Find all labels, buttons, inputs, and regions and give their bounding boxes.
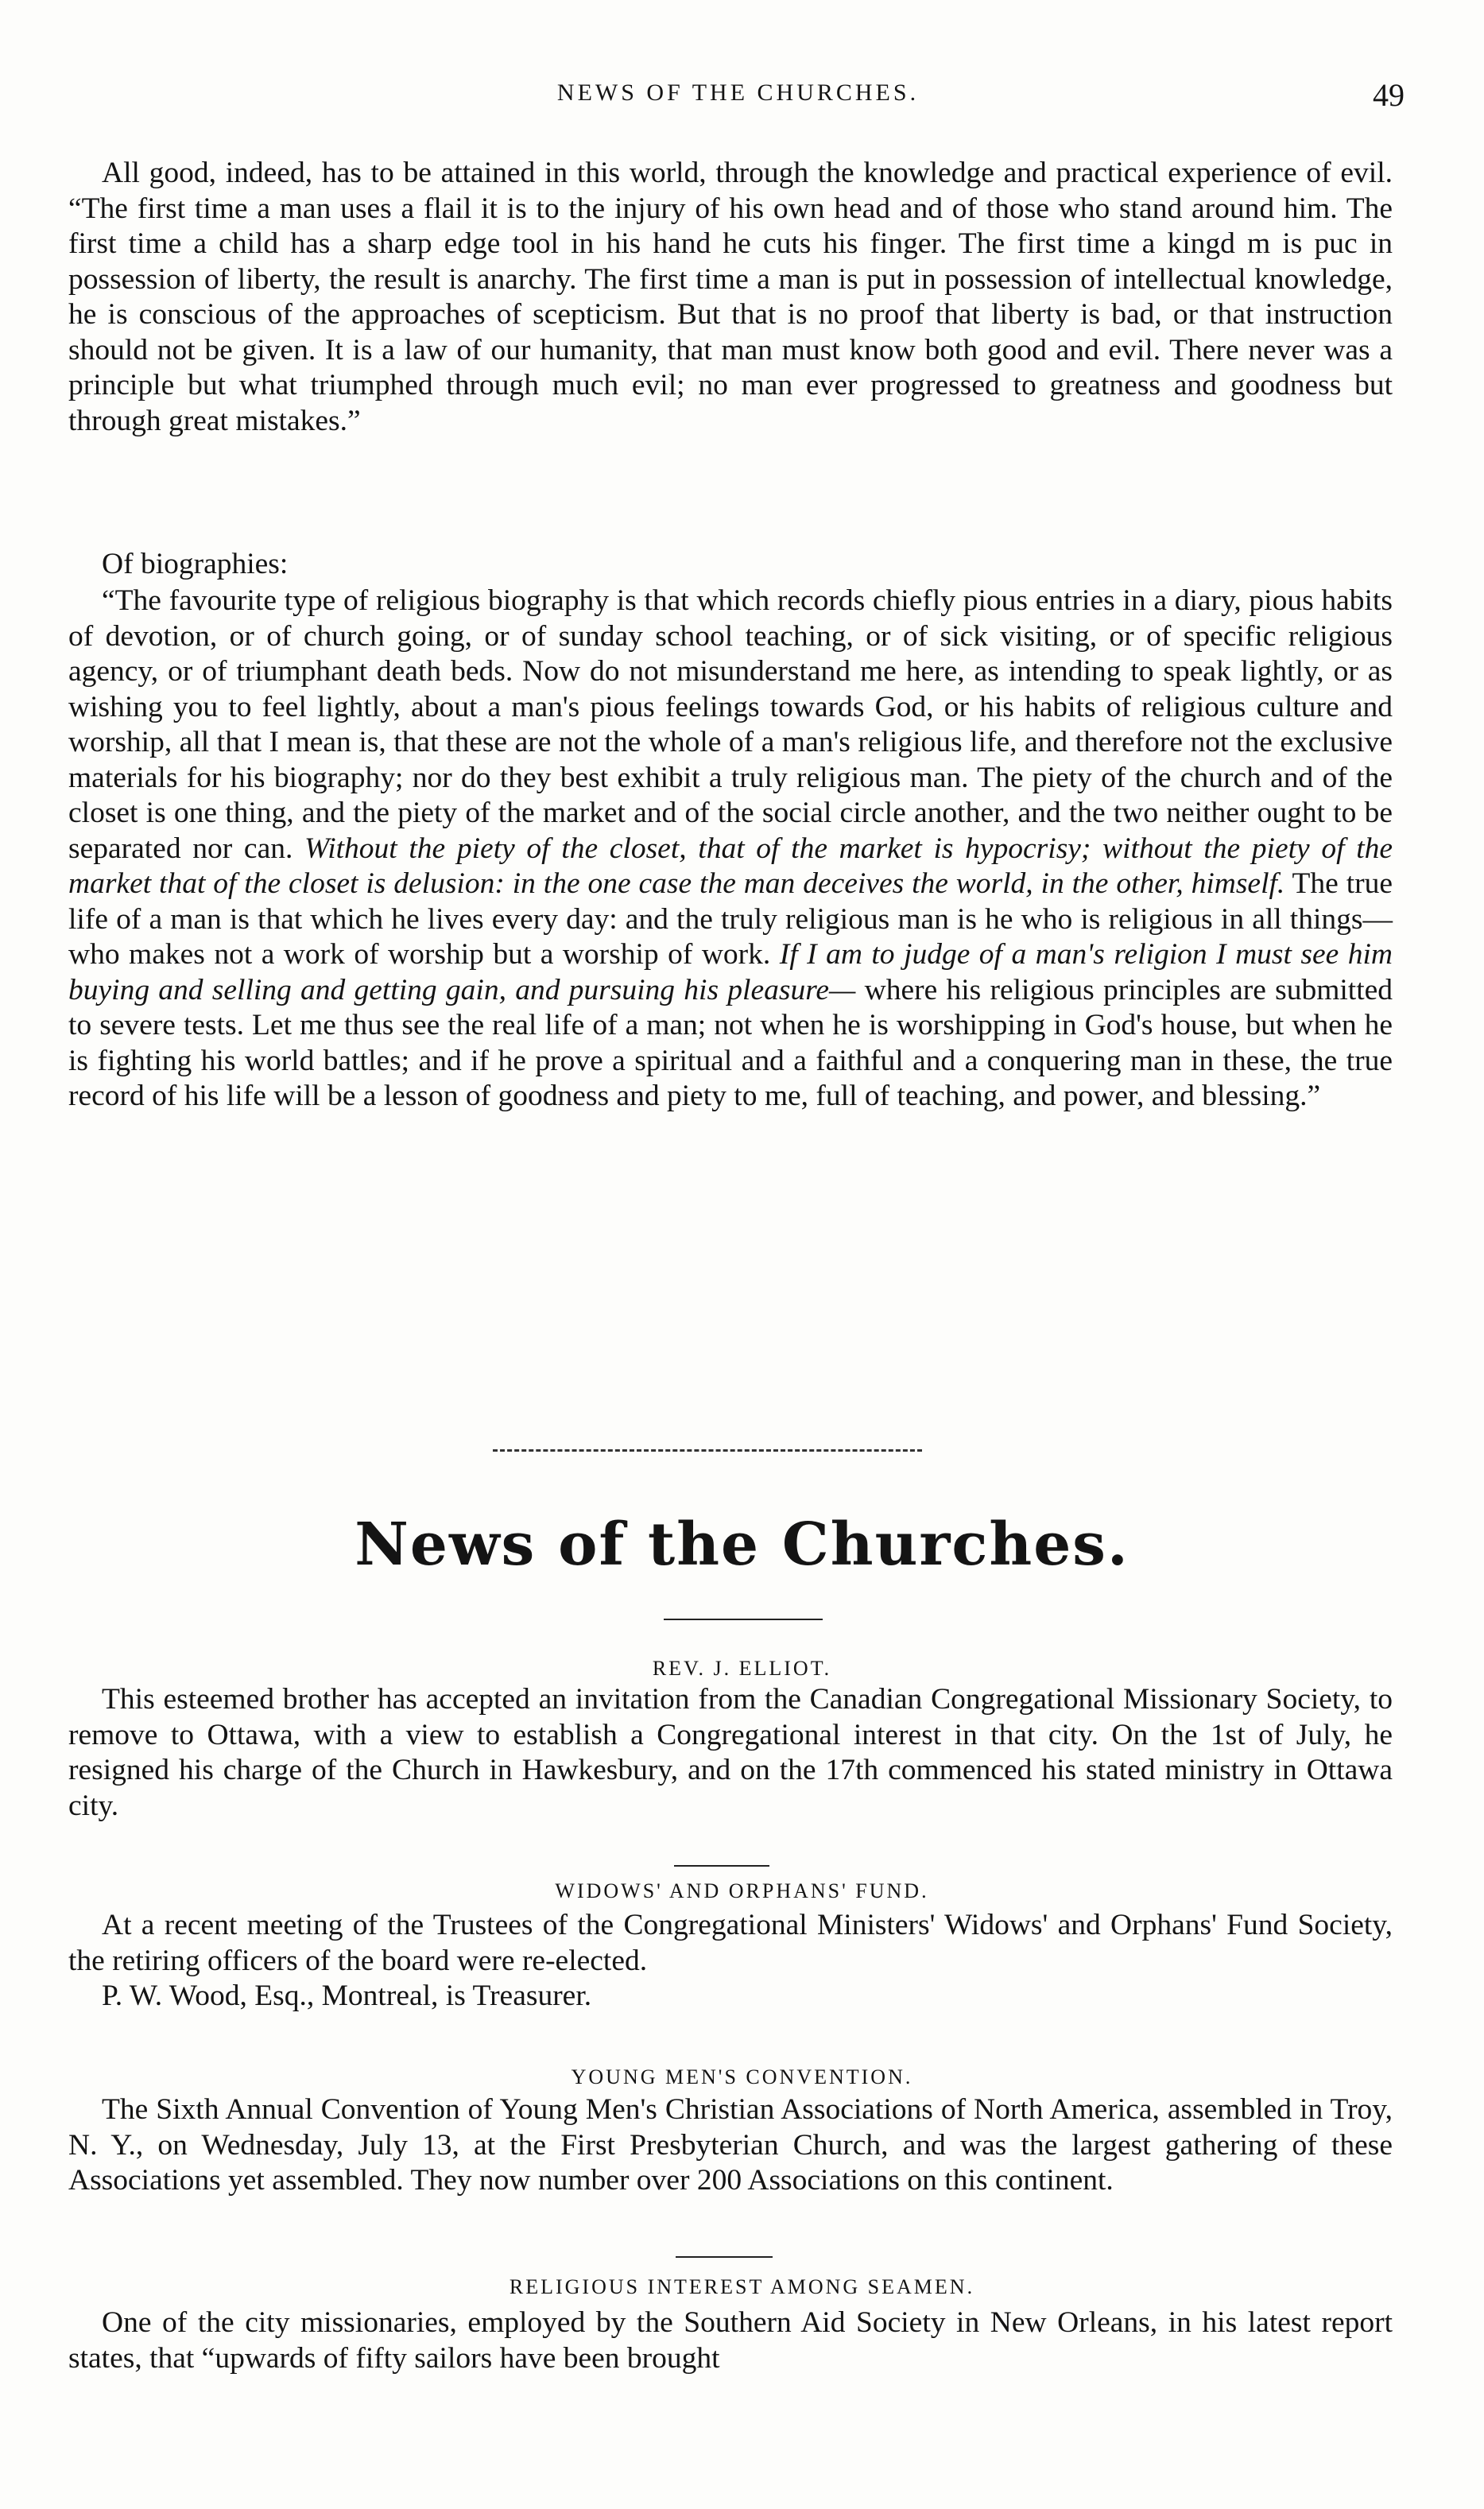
quote-paragraph <box>68 584 1393 1115</box>
running-head <box>72 76 1405 111</box>
quote-text: where his religious principles are submitted to severe tests. Let me thus see the real life of a man; not when he is worshipping in God's house, but when he is fighting his world battles; and if he prove a spiritual and a faithful and a conquering man in these, the true record of his life will be a lesson of goodness and piety to me, full of teaching, and power, and blessing.” <box>68 973 1393 1112</box>
news-item <box>68 1908 1393 2015</box>
news-subhead: WIDOWS' AND ORPHANS' FUND. <box>555 1879 929 1902</box>
item-rule <box>676 2256 773 2258</box>
news-item <box>68 2305 1393 2376</box>
news-item <box>68 1682 1393 1824</box>
news-text: P. W. Wood, Esq., Montreal, is Treasurer. <box>102 1980 592 2012</box>
running-title: NEWS OF THE CHURCHES. <box>556 79 920 106</box>
news-subhead: REV. J. ELLIOT. <box>652 1657 832 1680</box>
item-rule <box>674 1865 769 1867</box>
news-subhead: RELIGIOUS INTEREST AMONG SEAMEN. <box>509 2275 975 2298</box>
quote-text: The true life of a man is that which he lives every day: and the truly religious man is he who is religious in all things—who makes not a work of worship but a worship of work. <box>68 867 1393 971</box>
news-text: One of the city missionaries, employed by the Southern Aid Society in New Orleans, in his latest report states, that “upwards of fifty sailors have been brought <box>68 2306 1393 2375</box>
news-text: At a recent meeting of the Trustees of the Congregational Ministers' Widows' and Orphans' Fund Society, the retiring officers of the board were re-elected. <box>68 1909 1393 1977</box>
quote-text: “The favourite type of religious biography is that which records chiefly pious entries in a diary, pious habits of devotion, or of church going, or of sunday school teaching, or of sick visiting, or of specific religious agency, or of triumphant death beds. Now do not misunderstand me here, as intending to speak lightly, or as wishing you to feel lightly, about a man's pious feelings towards God, or his habits of religious culture and worship, all that I mean is, that these are not the whole of a man's religious life, and therefore not the exclusive materials for his biography; nor do they best exhibit a truly religious man. The piety of the church and of the closet is one thing, and the piety of the market and of the social circle another, and the two neither ought to be separated nor can. <box>68 584 1393 865</box>
news-item <box>68 2092 1393 2199</box>
section-heading: News of the Churches. <box>355 1510 1129 1579</box>
italic-emphasis: If I am to judge of a man's religion I must see him buying and selling and getting gain, and pursuing his pleasure— <box>68 938 1393 1006</box>
article-paragraph-2 <box>68 547 1393 583</box>
article-paragraph-3 <box>68 584 1393 1115</box>
article-paragraph-1 <box>68 156 1393 439</box>
heading-rule <box>664 1619 823 1620</box>
paragraph-text: Of biographies: <box>102 548 289 580</box>
news-text: The Sixth Annual Convention of Young Men's Christian Associations of North America, assembled in Troy, N. Y., on Wednesday, July 13, at the First Presbyterian Church, and was the largest gathering of these Associations yet assembled. They now number over 200 Associations on this continent. <box>68 2093 1393 2197</box>
section-divider <box>493 1449 922 1452</box>
page-number: 49 <box>1373 77 1405 113</box>
italic-emphasis: Without the piety of the closet, that of the market is hypocrisy; without the piety of the market that of the closet is delusion: in the one case the man deceives the world, in the other, himself. <box>68 832 1393 900</box>
news-subhead: YOUNG MEN'S CONVENTION. <box>571 2065 913 2088</box>
paragraph-text: All good, indeed, has to be attained in this world, through the knowledge and practical experience of evil. “The first time a man uses a flail it is to the injury of his own head and of those who stand around him. The first time a child has a sharp edge tool in his hand he cuts his finger. The first time a kingd m is puc in possession of liberty, the result is anarchy. The first time a man is put in possession of intellectual knowledge, he is conscious of the approaches of scepticism. But that is no proof that liberty is bad, or that instruction should not be given. It is a law of our humanity, that man must know both good and evil. There never was a principle but what triumphed through much evil; no man ever progressed to greatness and goodness but through great mistakes.” <box>68 157 1393 437</box>
news-text: This esteemed brother has accepted an invitation from the Canadian Congregational Missionary Society, to remove to Ottawa, with a view to establish a Congregational interest in that city. On the 1st of July, he resigned his charge of the Church in Hawkesbury, and on the 17th commenced his stated ministry in Ottawa city. <box>68 1683 1393 1822</box>
